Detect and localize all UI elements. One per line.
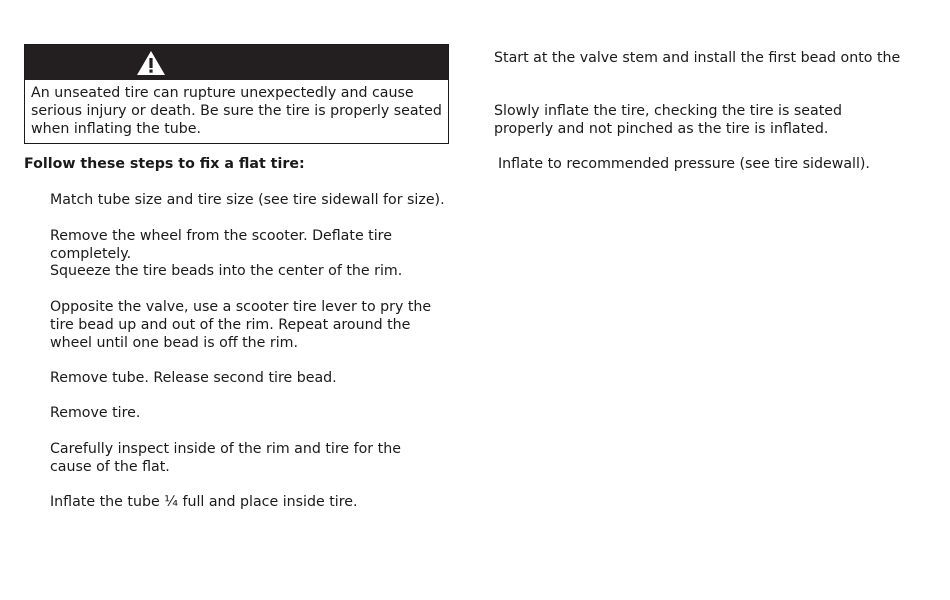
warning-text: An unseated tire can rupture unexpectedly and cause serious injury or death. Be sure the tire is properly seated when inflating the tube. — [31, 85, 442, 137]
step-item: Squeeze the tire beads into the center of the rim. — [50, 263, 403, 279]
step-item: Carefully inspect inside of the rim and tire for the cause of the flat. — [50, 441, 401, 475]
step-item: Slowly inflate the tire, checking the tire is seated properly and not pinched as the tire is inflated. — [494, 103, 843, 137]
step-item: Remove tire. — [50, 405, 141, 421]
step-item: Start at the valve stem and install the first bead onto the — [494, 50, 901, 66]
warning-triangle-icon — [136, 50, 166, 76]
steps-heading: Follow these steps to fix a flat tire: — [24, 156, 305, 172]
warning-box — [24, 44, 449, 144]
step-item: Remove tube. Release second tire bead. — [50, 370, 337, 386]
step-item: Remove the wheel from the scooter. Deflate tire completely. — [50, 228, 392, 262]
step-item: Match tube size and tire size (see tire sidewall for size). — [50, 192, 445, 208]
step-item: Inflate the tube ¼ full and place inside tire. — [50, 494, 358, 510]
warning-header — [25, 45, 448, 80]
step-item: Inflate to recommended pressure (see tire sidewall). — [498, 156, 870, 172]
step-item: Opposite the valve, use a scooter tire lever to pry the tire bead up and out of the rim. Repeat around the wheel until one bead is off the rim. — [50, 299, 432, 351]
